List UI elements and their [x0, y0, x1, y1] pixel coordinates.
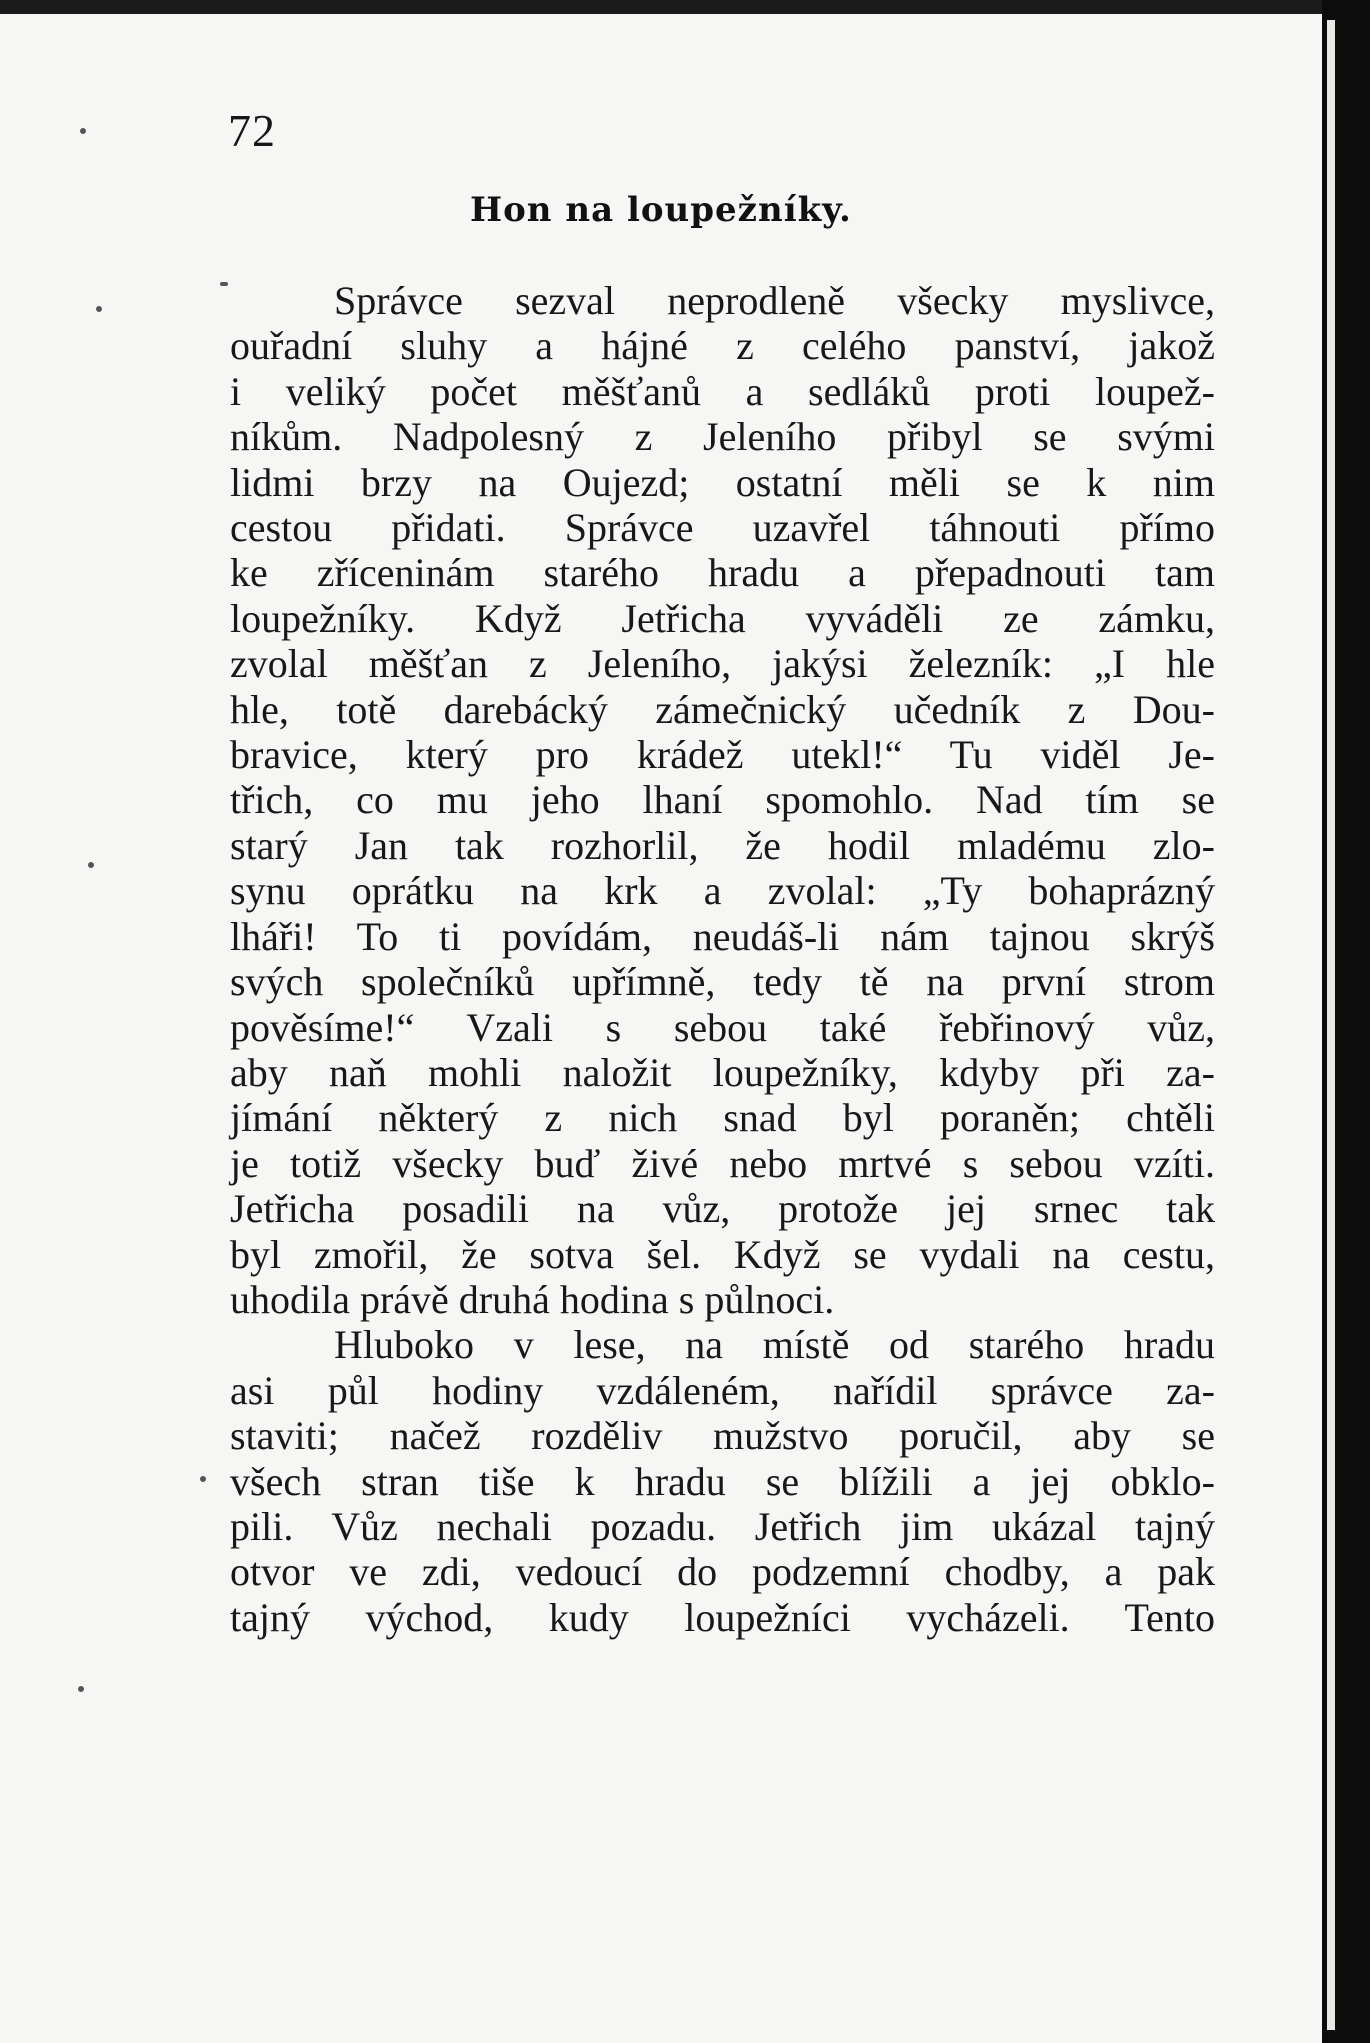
- scan-speck: [78, 1686, 84, 1692]
- adjacent-page-edge: [1327, 20, 1335, 2030]
- text-line: Jetřicha posadili na vůz, protože jej srnec tak: [230, 1186, 1215, 1232]
- text-line: ke zříceninám starého hradu a přepadnouti tam: [230, 550, 1215, 596]
- text-line: Správce sezval neprodleně všecky myslivce,: [334, 278, 1215, 323]
- text-line: tajný východ, kudy loupežníci vycházeli. Tento: [230, 1594, 1215, 1640]
- text-line: cestou přidati. Správce uzavřel táhnouti přímo: [230, 505, 1215, 551]
- scan-top-edge: [0, 0, 1328, 14]
- text-line: svých společníků upřímně, tedy tě na první strom: [230, 959, 1215, 1005]
- text-line: byl zmořil, že sotva šel. Když se vydali na cestu,: [230, 1231, 1215, 1277]
- text-line: lháři! To ti povídám, neudáš-li nám tajnou skrýš: [230, 913, 1215, 959]
- scan-speck: [88, 862, 94, 868]
- text-line: asi půl hodiny vzdáleném, nařídil správce za-: [230, 1367, 1215, 1413]
- scan-speck: [220, 282, 228, 286]
- scan-speck: [96, 306, 102, 312]
- text-line: níkům. Nadpolesný z Jeleního přibyl se svými: [230, 414, 1215, 460]
- text-line: je totiž všecky buď živé nebo mrtvé s sebou vzíti.: [230, 1140, 1215, 1186]
- text-line: uhodila právě druhá hodina s půlnoci.: [230, 1276, 835, 1322]
- text-line: loupežníky. Když Jetřicha vyváděli ze zámku,: [230, 595, 1215, 641]
- text-line: pověsíme!“ Vzali s sebou také řebřinový vůz,: [230, 1004, 1215, 1050]
- text-line: ouřadní sluhy a hájné z celého panství, jakož: [230, 323, 1215, 369]
- text-line: synu oprátku na krk a zvolal: „Ty bohaprázný: [230, 868, 1215, 914]
- text-line: třich, co mu jeho lhaní spomohlo. Nad tím se: [230, 777, 1215, 823]
- text-line: Hluboko v lese, na místě od starého hradu: [334, 1322, 1215, 1368]
- text-line: zvolal měšťan z Jeleního, jakýsi železník: „I hle: [230, 641, 1215, 687]
- text-line: jímání některý z nich snad byl poraněn; chtěli: [230, 1095, 1215, 1141]
- text-line: lidmi brzy na Oujezd; ostatní měli se k nim: [230, 459, 1215, 505]
- text-line: starý Jan tak rozhorlil, že hodil mladému zlo-: [230, 822, 1215, 868]
- body-text: [230, 278, 1215, 1640]
- text-line: aby naň mohli naložit loupežníky, kdyby při za-: [230, 1049, 1215, 1095]
- page-number: 72: [228, 105, 276, 156]
- scan-speck: [80, 128, 86, 134]
- text-line: hle, totě darebácký zámečnický učedník z Dou-: [230, 686, 1215, 732]
- text-line: bravice, který pro krádež utekl!“ Tu viděl Je-: [230, 732, 1215, 778]
- text-line: pili. Vůz nechali pozadu. Jetřich jim ukázal tajný: [230, 1503, 1215, 1549]
- scan-speck: [200, 1476, 206, 1482]
- text-line: otvor ve zdi, vedoucí do podzemní chodby, a pak: [230, 1549, 1215, 1595]
- text-line: staviti; načež rozděliv mužstvo poručil, aby se: [230, 1413, 1215, 1459]
- chapter-title: Hon na loupežníky.: [470, 190, 852, 230]
- text-line: i veliký počet měšťanů a sedláků proti loupež-: [230, 368, 1215, 414]
- text-line: všech stran tiše k hradu se blížili a jej obklo-: [230, 1458, 1215, 1504]
